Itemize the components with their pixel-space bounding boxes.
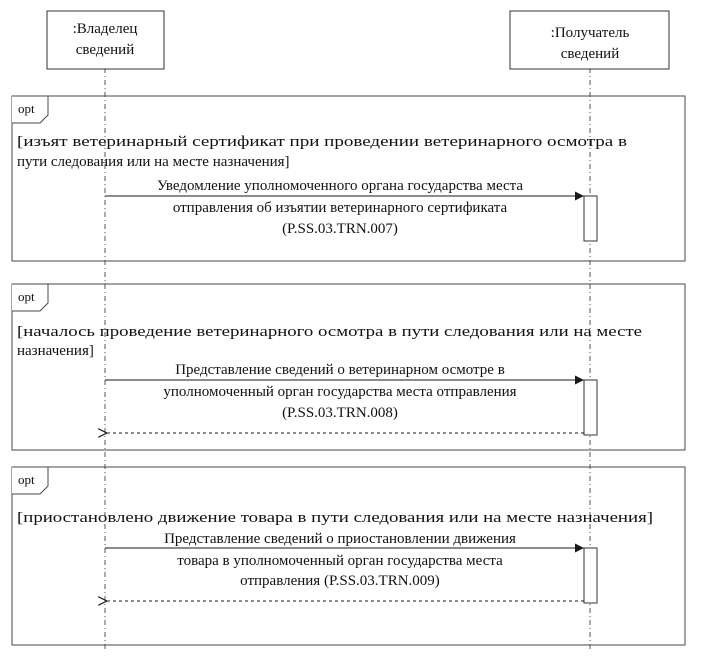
message-2-line1: Представление сведений о ветеринарном осмотре в (175, 362, 505, 378)
opt-fragment-3 (12, 467, 685, 645)
fragment-1-guard-line1: [изъят ветеринарный сертификат при проведении ветеринарного осмотра в (17, 134, 627, 150)
participant-owner-line2: сведений (75, 42, 135, 58)
message-2-line2: уполномоченный орган государства места отправления (163, 384, 517, 400)
fragment-3-operator: opt (18, 472, 35, 487)
participant-receiver-line1: :Получатель (550, 25, 630, 41)
participant-receiver (510, 11, 669, 69)
message-3-line1: Представление сведений о приостановлении движения (164, 531, 516, 547)
message-1-line2: отправления об изъятии ветеринарного сертификата (172, 200, 508, 216)
message-1-line1: Уведомление уполномоченного органа государства места (156, 178, 524, 194)
message-3-line2: товара в уполномоченный орган государства места (177, 553, 503, 569)
fragment-3-guard-line1: [приостановлено движение товара в пути следования или на месте назначения] (17, 510, 653, 526)
message-1-line3: (P.SS.03.TRN.007) (282, 221, 398, 237)
fragment-2-guard-line2: назначения] (17, 343, 94, 359)
participant-receiver-line2: сведений (560, 46, 620, 62)
opt-fragment-2 (12, 284, 685, 450)
fragment-2-operator: opt (18, 289, 35, 304)
fragment-1-operator: opt (18, 101, 35, 116)
receiver-activation-1 (584, 196, 597, 241)
message-3-line3: отправления (P.SS.03.TRN.009) (240, 573, 440, 589)
receiver-activation-2 (584, 380, 597, 435)
fragment-2-guard-line1: [началось проведение ветеринарного осмотра в пути следования или на месте (17, 324, 643, 340)
message-2-line3: (P.SS.03.TRN.008) (282, 405, 398, 421)
receiver-activation-3 (584, 548, 597, 603)
opt-fragment-1 (12, 96, 685, 261)
participant-owner-line1: :Владелец (72, 21, 138, 37)
participant-owner (47, 11, 164, 69)
fragment-1-guard-line2: пути следования или на месте назначения] (17, 154, 290, 170)
